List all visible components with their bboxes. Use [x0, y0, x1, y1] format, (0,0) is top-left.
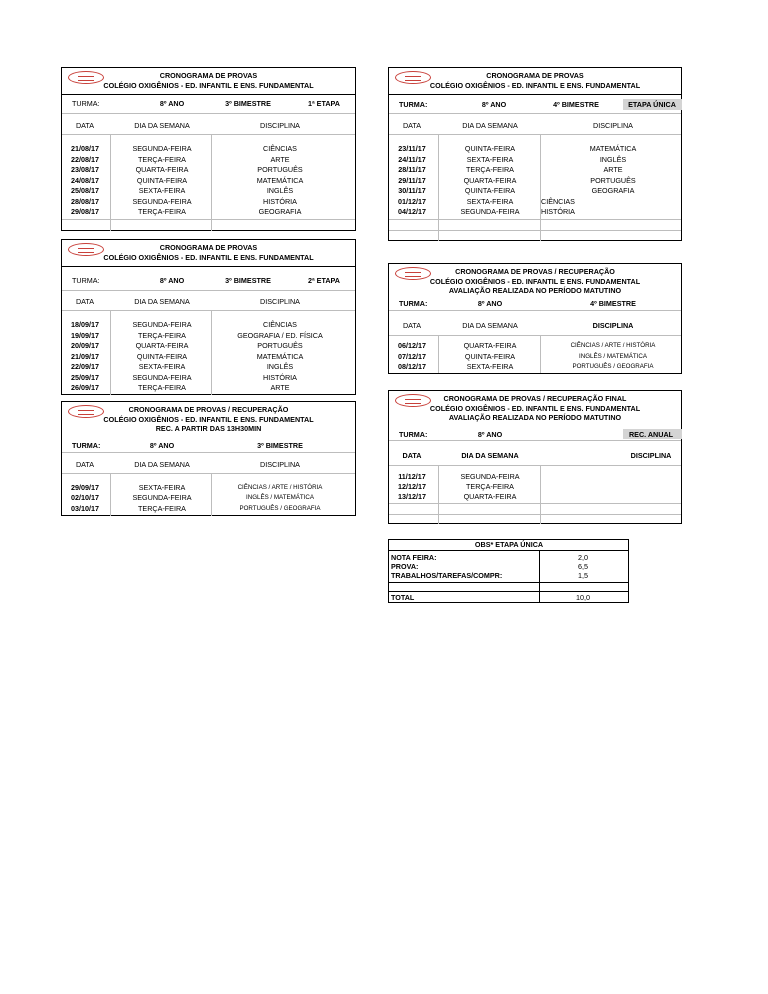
- row-date: 01/12/17: [398, 196, 426, 206]
- row-date: 25/09/17: [71, 372, 99, 382]
- recovery-4bim: [388, 263, 682, 374]
- school-logo-icon: [68, 243, 104, 256]
- block-title: CRONOGRAMA DE PROVAS / RECUPERAÇÃO: [455, 267, 615, 276]
- school-name: COLÉGIO OXIGÊNIOS - ED. INFANTIL E ENS. FUNDAMENTAL: [103, 80, 314, 90]
- row-date: 28/11/17: [398, 165, 426, 174]
- row-date: 08/12/17: [398, 362, 426, 371]
- turma-value: 8º ANO: [159, 99, 185, 108]
- row-subject: CIÊNCIAS / ARTE / HISTÓRIA: [237, 484, 323, 491]
- bimestre: 4º BIMESTRE: [590, 299, 636, 308]
- row-weekday: SEGUNDA-FEIRA: [132, 196, 192, 206]
- recovery-3bim: [61, 401, 356, 516]
- col-header-disciplina: DISCIPLINA: [260, 460, 300, 469]
- row-date: 29/09/17: [71, 483, 99, 492]
- row-weekday: QUARTA-FEIRA: [135, 165, 189, 174]
- row-subject: GEOGRAFIA: [591, 186, 635, 195]
- block-header: [389, 68, 681, 95]
- row-subject: MATEMÁTICA: [256, 351, 304, 361]
- bimestre: 4º BIMESTRE: [553, 100, 599, 109]
- bimestre: 3º BIMESTRE: [225, 276, 271, 285]
- recovery-note: REC. A PARTIR DAS 13H30MIN: [155, 424, 262, 433]
- row-weekday: SEXTA-FEIRA: [138, 362, 186, 371]
- row-weekday: SEXTA-FEIRA: [466, 362, 514, 371]
- period-note: AVALIAÇÃO REALIZADA NO PERÍODO MATUTINO: [448, 286, 622, 295]
- row-subject: INGLÊS / MATEMÁTICA: [579, 352, 647, 360]
- col-header-dia: DIA DA SEMANA: [134, 297, 190, 306]
- row-date: 25/08/17: [71, 186, 99, 195]
- row-weekday: SEGUNDA-FEIRA: [132, 320, 192, 329]
- row-weekday: SEXTA-FEIRA: [138, 186, 186, 195]
- turma-label: TURMA:: [399, 430, 428, 439]
- row-weekday: QUINTA-FEIRA: [136, 351, 188, 361]
- block-title: CRONOGRAMA DE PROVAS / RECUPERAÇÃO: [128, 405, 289, 414]
- school-name: COLÉGIO OXIGÊNIOS - ED. INFANTIL E ENS. FUNDAMENTAL: [103, 414, 314, 424]
- schedule-3bim-etapa2: [61, 239, 356, 395]
- school-name: COLÉGIO OXIGÊNIOS - ED. INFANTIL E ENS. FUNDAMENTAL: [429, 276, 641, 286]
- etapa: ETAPA ÚNICA: [628, 100, 676, 109]
- turma-label: TURMA:: [399, 299, 428, 308]
- row-date: 23/08/17: [71, 165, 99, 174]
- row-date: 22/08/17: [71, 154, 99, 164]
- row-weekday: QUARTA-FEIRA: [463, 341, 517, 350]
- row-subject: GEOGRAFIA / ED. FÍSICA: [237, 330, 323, 340]
- school-logo-icon: [395, 394, 431, 407]
- row-subject: ARTE: [603, 165, 623, 174]
- obs-label: PROVA:: [391, 562, 419, 571]
- row-date: 02/10/17: [71, 493, 99, 503]
- row-weekday: SEXTA-FEIRA: [138, 483, 186, 492]
- row-weekday: SEXTA-FEIRA: [466, 154, 514, 164]
- row-subject: PORTUGUÊS: [257, 165, 303, 174]
- col-header-dia: DIA DA SEMANA: [461, 451, 519, 460]
- row-subject: CIÊNCIAS: [263, 320, 297, 329]
- row-subject: PORTUGUÊS / GEOGRAFIA: [572, 363, 654, 370]
- row-subject: GEOGRAFIA: [258, 207, 302, 216]
- row-date: 21/08/17: [71, 144, 99, 153]
- block-title: CRONOGRAMA DE PROVAS: [159, 243, 258, 252]
- row-subject: ARTE: [270, 154, 290, 164]
- row-weekday: TERÇA-FEIRA: [138, 330, 186, 340]
- block-header: [62, 402, 355, 439]
- final-recovery: [388, 390, 682, 524]
- schedule-3bim-etapa1: [61, 67, 356, 231]
- bimestre: REC. ANUAL: [628, 430, 674, 439]
- block-title: CRONOGRAMA DE PROVAS: [486, 71, 584, 80]
- school-logo-icon: [395, 267, 431, 280]
- row-subject: HISTÓRIA: [263, 196, 297, 206]
- row-subject: HISTÓRIA: [263, 372, 297, 382]
- col-header-data: DATA: [75, 460, 95, 469]
- row-date: 24/08/17: [71, 175, 99, 185]
- row-weekday: SEGUNDA-FEIRA: [132, 493, 192, 503]
- block-title: CRONOGRAMA DE PROVAS: [159, 71, 258, 80]
- row-weekday: SEXTA-FEIRA: [466, 196, 514, 206]
- row-weekday: TERÇA-FEIRA: [466, 165, 514, 174]
- row-weekday: QUARTA-FEIRA: [463, 175, 517, 185]
- turma-value: 8º ANO: [159, 276, 185, 285]
- row-subject: INGLÊS: [266, 186, 294, 195]
- col-header-dia: DIA DA SEMANA: [134, 121, 190, 130]
- col-header-disciplina: DISCIPLINA: [260, 121, 300, 130]
- turma-value: 8º ANO: [149, 441, 175, 450]
- school-name: COLÉGIO OXIGÊNIOS - ED. INFANTIL E ENS. FUNDAMENTAL: [429, 403, 641, 413]
- row-subject: CIÊNCIAS / ARTE / HISTÓRIA: [570, 342, 656, 349]
- row-date: 13/12/17: [398, 492, 426, 501]
- row-date: 11/12/17: [398, 472, 426, 481]
- total-value: 10,0: [576, 593, 590, 602]
- row-date: 04/12/17: [398, 207, 426, 216]
- row-subject: PORTUGUÊS: [590, 175, 636, 185]
- row-weekday: SEGUNDA-FEIRA: [460, 472, 520, 481]
- turma-value: 8º ANO: [481, 100, 507, 109]
- row-date: 07/12/17: [398, 351, 426, 361]
- grade-composition: [388, 539, 629, 603]
- turma-label: TURMA:: [72, 99, 100, 108]
- row-weekday: TERÇA-FEIRA: [466, 482, 514, 491]
- row-subject: PORTUGUÊS / GEOGRAFIA: [239, 504, 321, 512]
- row-date: 28/08/17: [71, 196, 99, 206]
- col-header-data: DATA: [402, 451, 422, 460]
- row-date: 19/09/17: [71, 330, 99, 340]
- row-weekday: TERÇA-FEIRA: [138, 503, 186, 513]
- row-weekday: QUARTA-FEIRA: [463, 492, 517, 501]
- row-weekday: SEGUNDA-FEIRA: [460, 207, 520, 216]
- etapa: 1ª ETAPA: [308, 99, 340, 108]
- block-header: [389, 264, 681, 301]
- turma-label: TURMA:: [72, 441, 101, 450]
- school-name: COLÉGIO OXIGÊNIOS - ED. INFANTIL E ENS. FUNDAMENTAL: [429, 80, 641, 90]
- row-date: 30/11/17: [398, 186, 426, 195]
- col-header-data: DATA: [402, 121, 422, 130]
- block-header: [389, 391, 681, 428]
- row-date: 22/09/17: [71, 362, 99, 371]
- row-date: 03/10/17: [71, 503, 99, 513]
- school-logo-icon: [68, 405, 104, 418]
- col-header-disciplina: DISCIPLINA: [592, 321, 634, 330]
- period-note: AVALIAÇÃO REALIZADA NO PERÍODO MATUTINO: [448, 413, 622, 422]
- col-header-data: DATA: [75, 121, 95, 130]
- row-subject: INGLÊS: [599, 154, 627, 164]
- obs-value: 2,0: [578, 553, 588, 562]
- row-subject: CIÊNCIAS: [541, 196, 575, 206]
- obs-value: 6,5: [578, 562, 588, 571]
- row-date: 20/09/17: [71, 341, 99, 350]
- turma-value: 8º ANO: [477, 299, 503, 308]
- bimestre: 3º BIMESTRE: [225, 99, 271, 108]
- row-weekday: TERÇA-FEIRA: [138, 207, 186, 216]
- row-date: 24/11/17: [398, 154, 426, 164]
- row-weekday: QUINTA-FEIRA: [464, 186, 516, 195]
- row-date: 21/09/17: [71, 351, 99, 361]
- obs-title: OBS* ETAPA ÚNICA: [474, 540, 544, 549]
- row-weekday: QUARTA-FEIRA: [135, 341, 189, 350]
- obs-label: NOTA FEIRA:: [391, 553, 437, 562]
- row-date: 29/11/17: [398, 175, 426, 185]
- obs-label: TRABALHOS/TAREFAS/COMPR:: [391, 571, 503, 580]
- col-header-data: DATA: [402, 321, 422, 330]
- bimestre: 3º BIMESTRE: [257, 441, 303, 450]
- block-header: [62, 68, 355, 95]
- row-weekday: QUINTA-FEIRA: [464, 351, 516, 361]
- row-weekday: SEGUNDA-FEIRA: [132, 144, 192, 153]
- row-weekday: TERÇA-FEIRA: [138, 154, 186, 164]
- row-date: 29/08/17: [71, 207, 99, 216]
- row-subject: PORTUGUÊS: [257, 341, 303, 350]
- row-date: 06/12/17: [398, 341, 426, 350]
- col-header-disciplina: DISCIPLINA: [260, 297, 300, 306]
- school-logo-icon: [68, 71, 104, 84]
- col-header-dia: DIA DA SEMANA: [134, 460, 190, 469]
- turma-label: TURMA:: [72, 276, 100, 285]
- col-header-disciplina: DISCIPLINA: [630, 451, 672, 460]
- row-subject: MATEMÁTICA: [589, 144, 637, 153]
- row-subject: HISTÓRIA: [541, 207, 575, 216]
- row-subject: MATEMÁTICA: [256, 175, 304, 185]
- col-header-disciplina: DISCIPLINA: [593, 121, 633, 130]
- block-header: [62, 240, 355, 267]
- row-date: 26/09/17: [71, 383, 99, 392]
- row-subject: CIÊNCIAS: [263, 144, 297, 153]
- row-weekday: TERÇA-FEIRA: [138, 383, 186, 392]
- total-label: TOTAL: [391, 593, 415, 602]
- row-weekday: QUINTA-FEIRA: [464, 144, 516, 153]
- row-subject: INGLÊS / MATEMÁTICA: [246, 494, 314, 502]
- obs-value: 1,5: [578, 571, 588, 580]
- row-weekday: SEGUNDA-FEIRA: [132, 372, 192, 382]
- schedule-4bim-etapa-unica: [388, 67, 682, 241]
- school-logo-icon: [395, 71, 431, 84]
- col-header-dia: DIA DA SEMANA: [462, 121, 518, 130]
- col-header-data: DATA: [75, 297, 95, 306]
- school-name: COLÉGIO OXIGÊNIOS - ED. INFANTIL E ENS. FUNDAMENTAL: [103, 252, 314, 262]
- row-weekday: QUINTA-FEIRA: [136, 175, 188, 185]
- row-subject: INGLÊS: [266, 362, 294, 371]
- etapa: 2ª ETAPA: [308, 276, 340, 285]
- row-date: 12/12/17: [398, 482, 426, 491]
- turma-label: TURMA:: [399, 100, 428, 109]
- row-date: 23/11/17: [398, 144, 426, 153]
- row-subject: ARTE: [270, 383, 290, 392]
- row-date: 18/09/17: [71, 320, 99, 329]
- block-title: CRONOGRAMA DE PROVAS / RECUPERAÇÃO FINAL: [443, 394, 627, 403]
- col-header-dia: DIA DA SEMANA: [462, 321, 518, 330]
- turma-value: 8º ANO: [477, 430, 503, 439]
